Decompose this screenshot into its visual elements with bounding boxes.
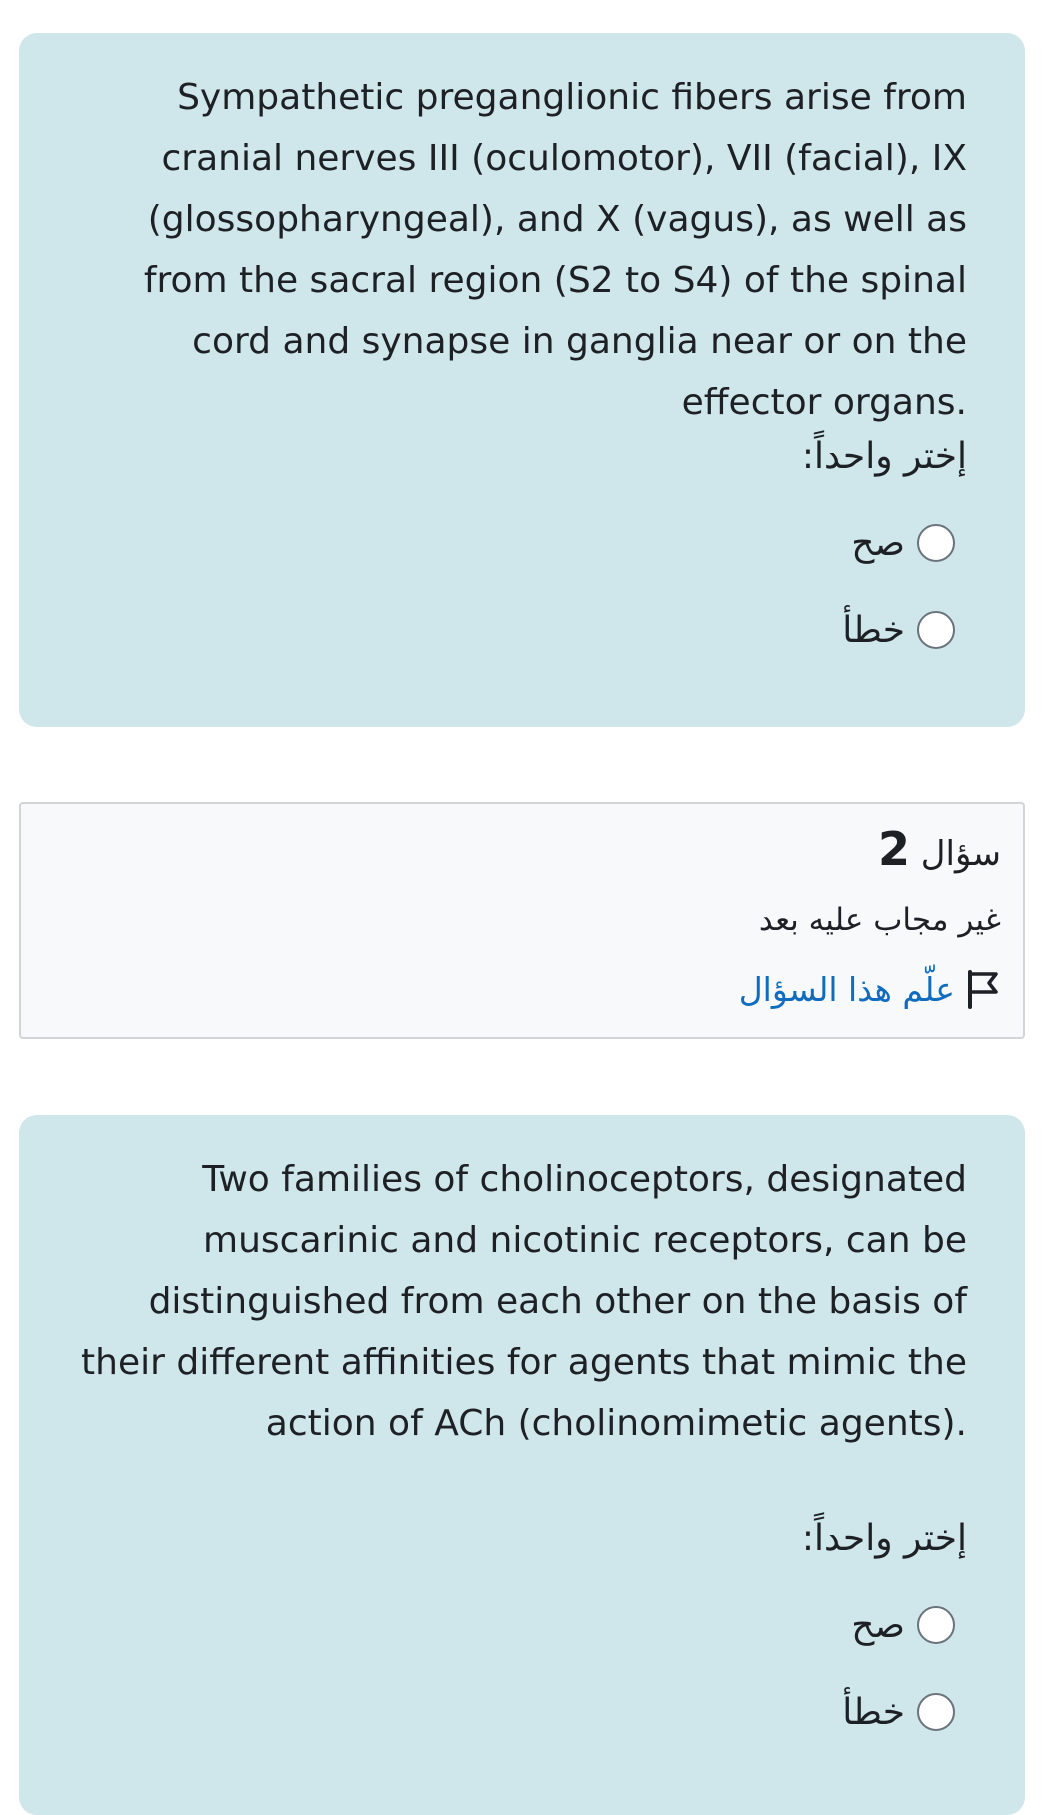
question-card-2	[19, 1115, 1025, 1815]
answer-option-false[interactable]	[842, 607, 955, 653]
radio-button[interactable]	[917, 1693, 955, 1731]
answer-prompt: إختر واحداً:	[801, 436, 967, 477]
question-number-value: 2	[877, 822, 910, 876]
option-label: صح	[851, 1604, 905, 1646]
flag-icon	[965, 969, 1001, 1009]
answer-option-true[interactable]	[851, 1602, 955, 1648]
question-number	[878, 822, 1001, 876]
flag-question-link[interactable]	[739, 969, 1001, 1009]
question-label: سؤال	[920, 834, 1001, 874]
radio-button[interactable]	[917, 611, 955, 649]
answer-prompt: إختر واحداً:	[801, 1518, 967, 1559]
question-info-box	[19, 802, 1025, 1039]
question-state: غير مجاب عليه بعد	[758, 902, 1001, 938]
flag-question-label[interactable]: علّم هذا السؤال	[738, 969, 955, 1009]
question-text: Two families of cholinoceptors, designated muscarinic and nicotinic receptors, can be distinguished from each other on the basis of their different affinities for agents that mimic the action of ACh (cholinomimetic agents).	[81, 1159, 967, 1444]
answer-option-true[interactable]	[851, 520, 955, 566]
question-text: Sympathetic preganglionic fibers arise from cranial nerves III (oculomotor), VII (facial), IX (glossopharyngeal), and X (vagus), as well as from the sacral region (S2 to S4) of the spinal cord and synapse in ganglia near or on the effector organs.	[143, 77, 967, 423]
radio-button[interactable]	[917, 524, 955, 562]
answer-option-false[interactable]	[842, 1689, 955, 1735]
question-card-1	[19, 33, 1025, 727]
option-label: خطأ	[842, 609, 905, 651]
option-label: صح	[851, 522, 905, 564]
option-label: خطأ	[842, 1691, 905, 1733]
radio-button[interactable]	[917, 1606, 955, 1644]
